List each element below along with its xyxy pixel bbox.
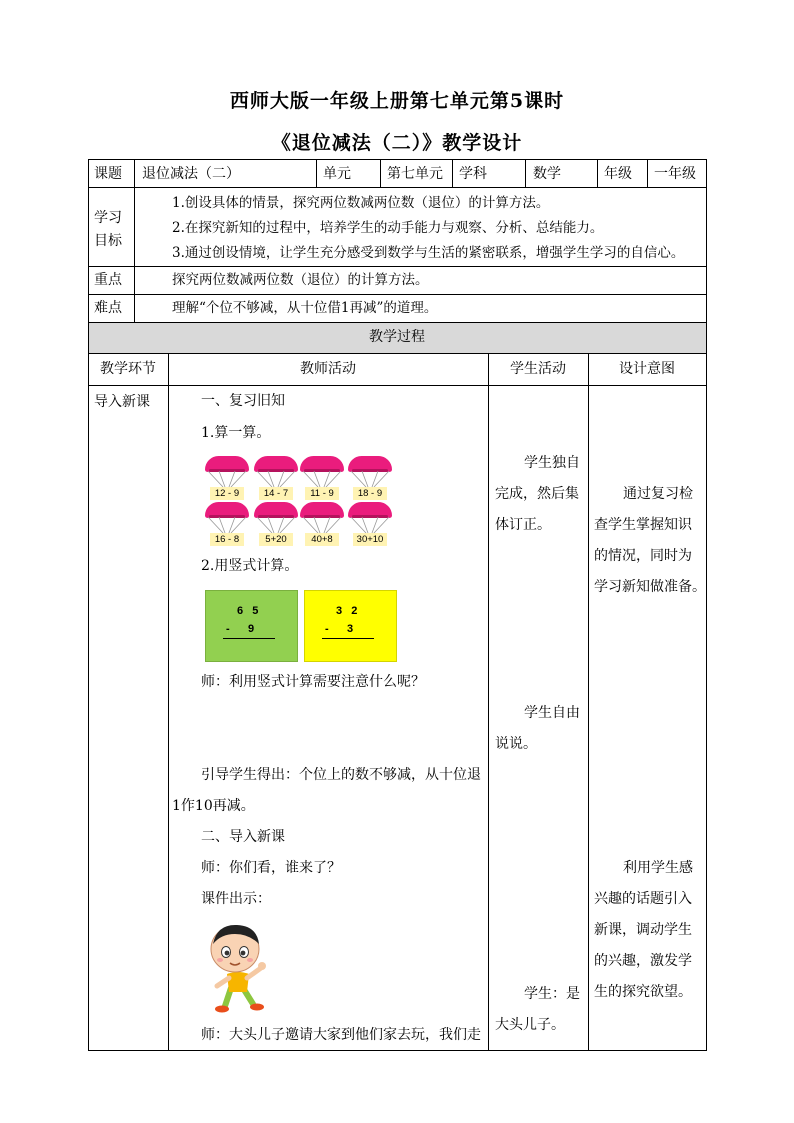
design-intent-1: 查学生掌握知识 bbox=[594, 517, 692, 533]
calc-label: 1.算一算。 bbox=[201, 425, 271, 441]
student-activity-2: 学生自由 bbox=[524, 705, 580, 721]
header-intent: 设计意图 bbox=[619, 361, 675, 377]
goal-item: 3.通过创设情境，让学生充分感受到数学与生活的紧密联系，增强学生学习的自信心。 bbox=[172, 245, 685, 261]
student-activity-2: 说说。 bbox=[495, 736, 537, 752]
design-intent-1: 的情况，同时为 bbox=[594, 548, 692, 564]
design-intent-1: 通过复习检 bbox=[623, 486, 693, 502]
design-intent-2: 新课，调动学生 bbox=[594, 922, 692, 938]
parachute-label: 16 - 8 bbox=[210, 533, 244, 546]
design-intent-2: 的兴趣，激发学 bbox=[594, 953, 692, 969]
subject-value: 数学 bbox=[533, 166, 561, 182]
guide-line2: 1作10再减。 bbox=[172, 798, 255, 814]
green-top-number: 6 5 bbox=[237, 605, 259, 617]
goals-label-line1: 学习 bbox=[94, 210, 122, 226]
subject-label: 学科 bbox=[459, 166, 487, 182]
difficulty-text: 理解“个位不够减，从十位借1再减”的道理。 bbox=[172, 300, 438, 316]
topic-value: 退位减法（二） bbox=[142, 166, 240, 182]
goals-label-line2: 目标 bbox=[94, 233, 122, 249]
who-came: 师：你们看，谁来了？ bbox=[201, 860, 341, 876]
student-activity-1: 完成，然后集 bbox=[495, 486, 579, 502]
header-stage: 教学环节 bbox=[100, 361, 156, 377]
vertical-calc-yellow bbox=[304, 590, 397, 662]
design-intent-2: 利用学生感 bbox=[623, 860, 693, 876]
key-point-text: 探究两位数减两位数（退位）的计算方法。 bbox=[172, 272, 429, 288]
parachute-label: 30+10 bbox=[353, 533, 387, 546]
key-point-label: 重点 bbox=[94, 272, 122, 288]
review-heading: 一、复习旧知 bbox=[201, 393, 285, 409]
yellow-top-number: 3 2 bbox=[336, 605, 358, 617]
courseware-label: 课件出示： bbox=[201, 891, 271, 907]
design-intent-2: 生的探究欲望。 bbox=[594, 984, 692, 1000]
parachute-label: 11 - 9 bbox=[305, 487, 339, 500]
stage-name: 导入新课 bbox=[94, 394, 150, 410]
grade-label: 年级 bbox=[604, 166, 632, 182]
parachute-label: 40+8 bbox=[305, 533, 339, 546]
newlesson-heading: 二、导入新课 bbox=[201, 829, 285, 845]
parachute-label: 5+20 bbox=[259, 533, 293, 546]
header-teacher: 教师活动 bbox=[300, 361, 356, 377]
yellow-bottom-number: - 3 bbox=[325, 623, 354, 635]
green-bottom-number: - 9 bbox=[226, 623, 255, 635]
invite-line: 师：大头儿子邀请大家到他们家去玩，我们走 bbox=[201, 1027, 481, 1043]
student-activity-1: 学生独自 bbox=[524, 455, 580, 471]
teacher-question: 师：利用竖式计算需要注意什么呢？ bbox=[201, 674, 425, 690]
process-title: 教学过程 bbox=[369, 329, 425, 345]
unit-value: 第七单元 bbox=[387, 166, 443, 182]
vertical-calc-green bbox=[205, 590, 298, 662]
goal-item: 1.创设具体的情景，探究两位数减两位数（退位）的计算方法。 bbox=[172, 195, 550, 211]
cartoon-boy-illustration bbox=[205, 922, 275, 1014]
student-activity-3: 学生：是 bbox=[524, 986, 580, 1002]
document-subtitle: 《退位减法（二）》教学设计 bbox=[271, 132, 523, 154]
student-activity-3: 大头儿子。 bbox=[495, 1017, 565, 1033]
parachute-label: 14 - 7 bbox=[259, 487, 293, 500]
design-intent-1: 学习新知做准备。 bbox=[594, 579, 706, 595]
difficulty-label: 难点 bbox=[94, 300, 122, 316]
guide-line1: 引导学生得出：个位上的数不够减，从十位退 bbox=[201, 767, 481, 783]
student-activity-1: 体订正。 bbox=[495, 517, 551, 533]
document-title: 西师大版一年级上册第七单元第5课时 bbox=[229, 90, 565, 112]
design-intent-2: 兴趣的话题引入 bbox=[594, 891, 692, 907]
topic-label: 课题 bbox=[94, 166, 122, 182]
parachute-label: 18 - 9 bbox=[353, 487, 387, 500]
header-student: 学生活动 bbox=[510, 361, 566, 377]
unit-label: 单元 bbox=[323, 166, 351, 182]
parachute-label: 12 - 9 bbox=[210, 487, 244, 500]
vertical-calc-label: 2.用竖式计算。 bbox=[201, 558, 299, 574]
goal-item: 2.在探究新知的过程中，培养学生的动手能力与观察、分析、总结能力。 bbox=[172, 220, 604, 236]
grade-value: 一年级 bbox=[654, 166, 696, 182]
